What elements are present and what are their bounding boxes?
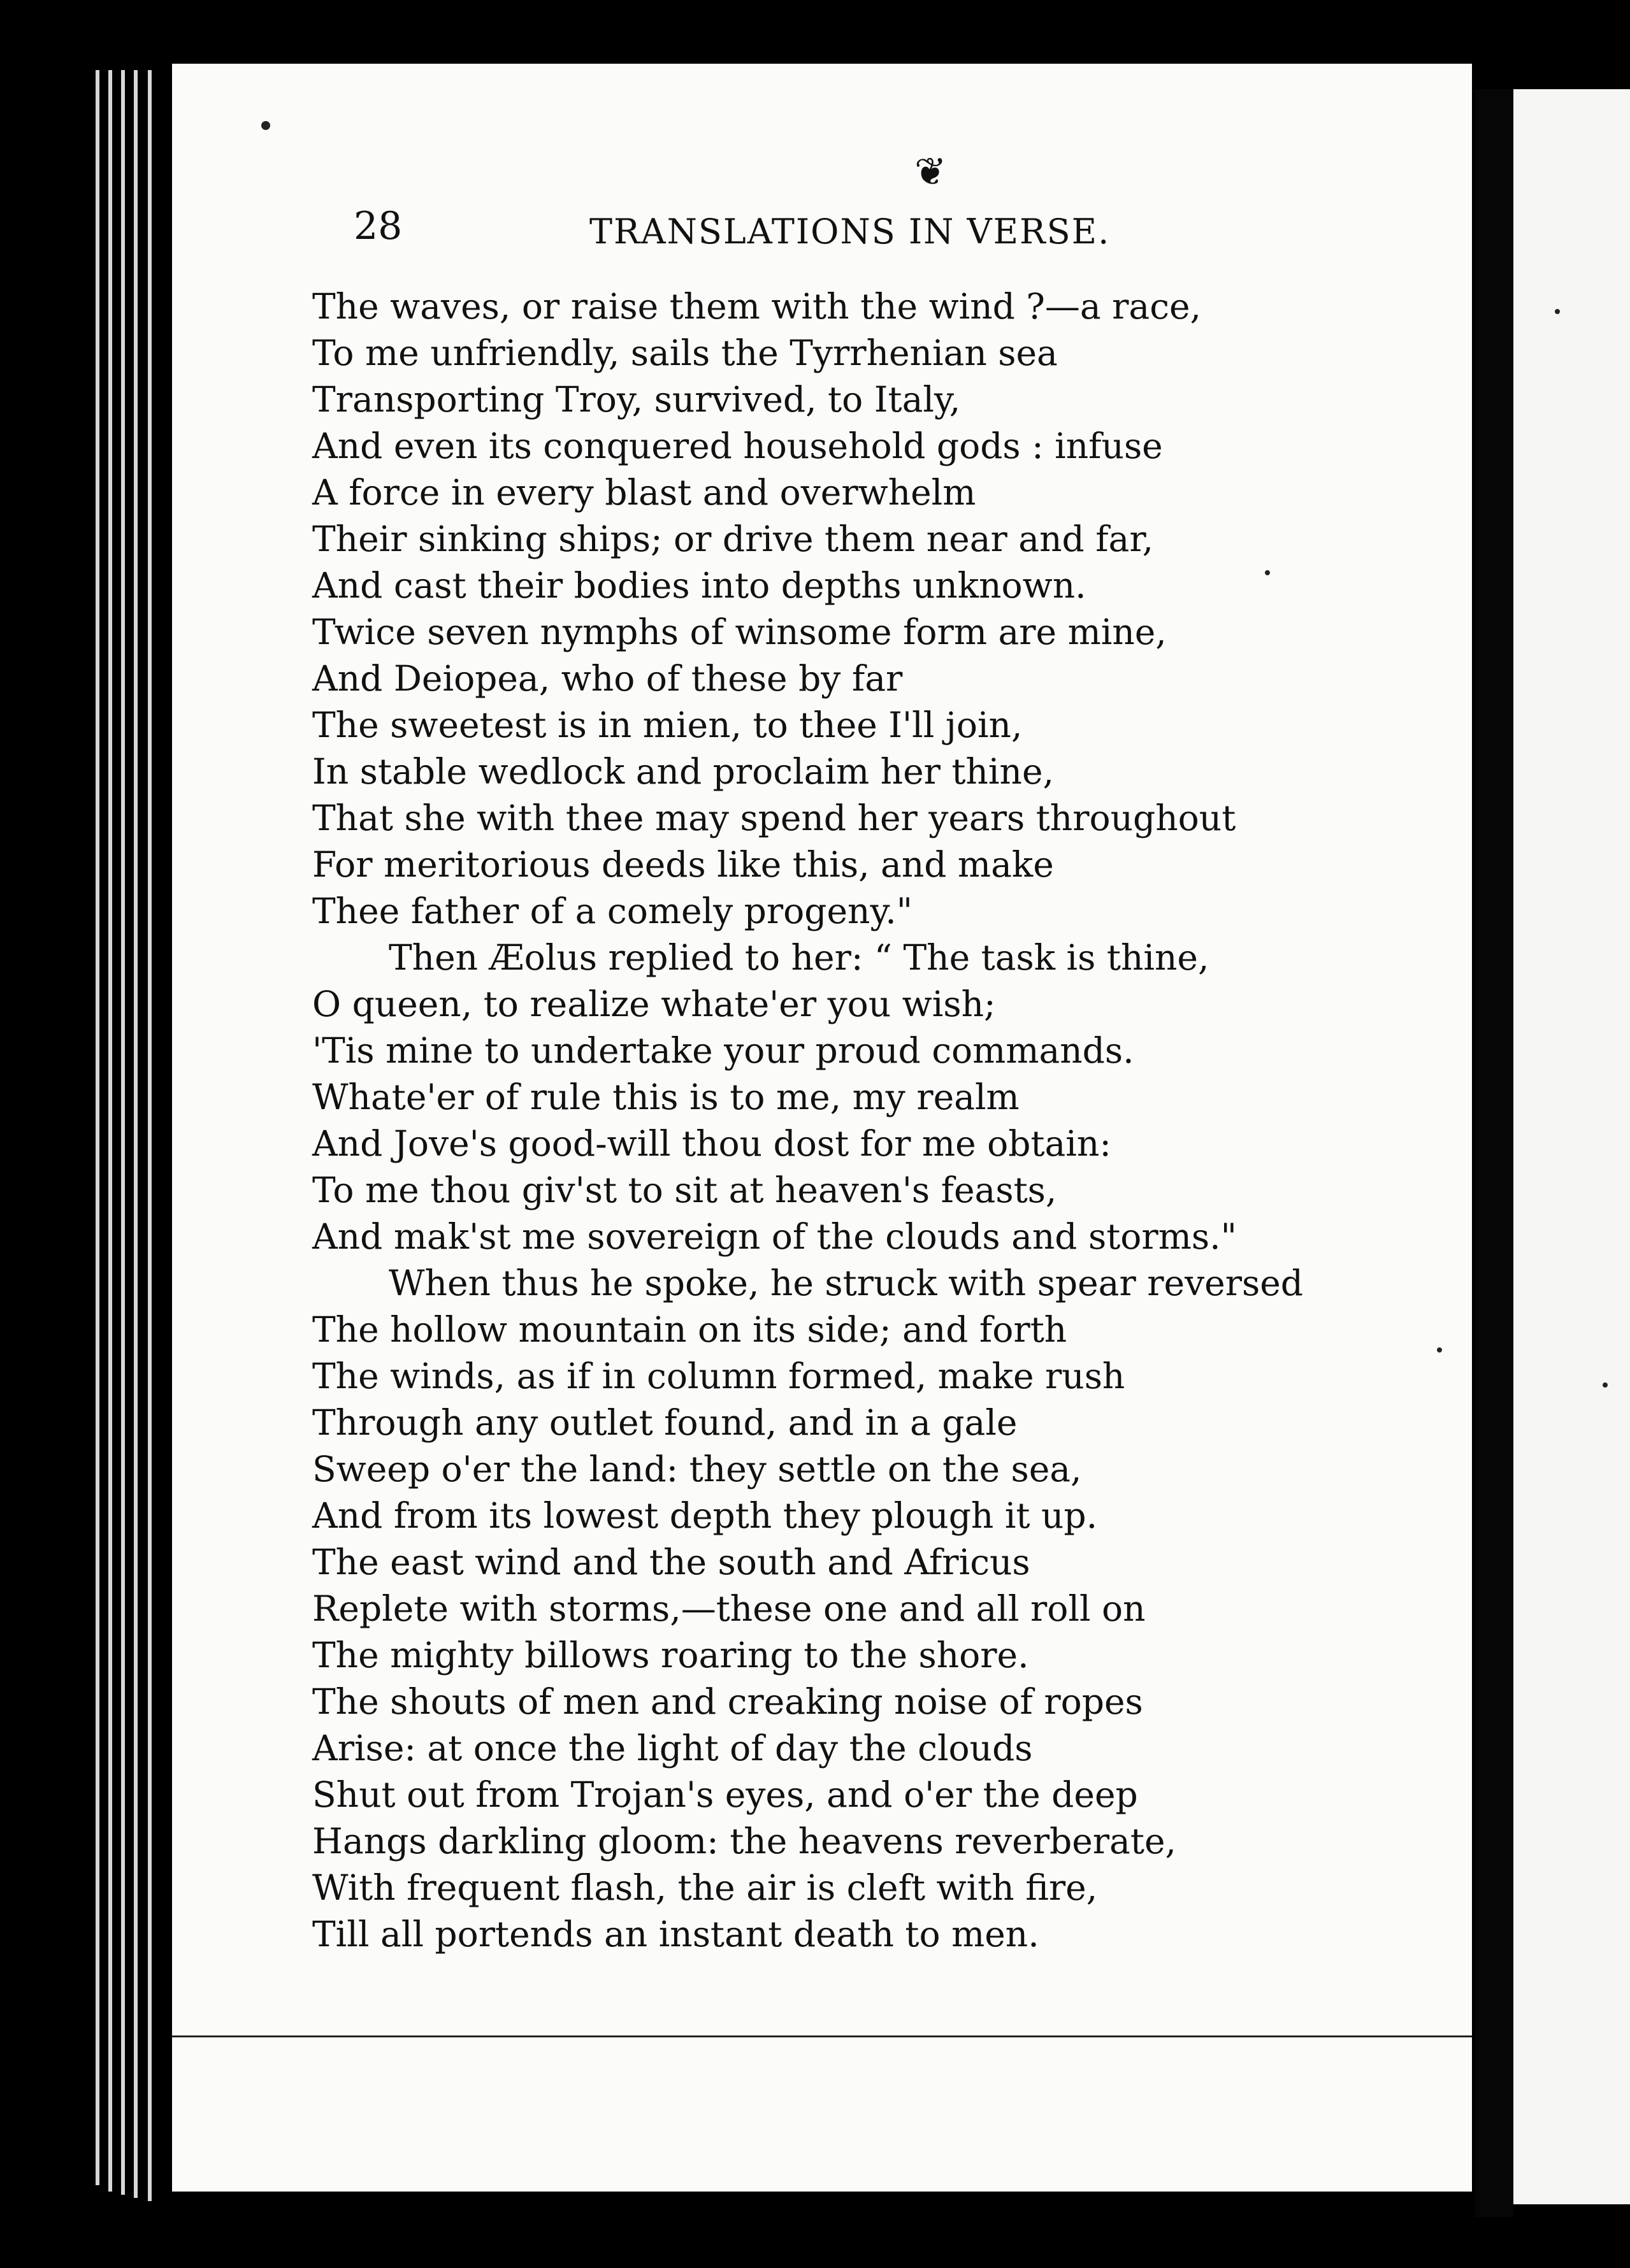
verse-line: Sweep o'er the land: they settle on the sea, xyxy=(312,1449,1082,1489)
verse-line: The mighty billows roaring to the shore. xyxy=(312,1635,1029,1676)
ink-speck xyxy=(1437,1347,1442,1353)
verse-line: The east wind and the south and Africus xyxy=(312,1542,1030,1583)
verse-line: The waves, or raise them with the wind ?—a race, xyxy=(312,286,1202,327)
verse-line: And mak'st me sovereign of the clouds and storms." xyxy=(312,1216,1237,1257)
verse-line: And even its conquered household gods : infuse xyxy=(312,426,1163,466)
verse-line: The hollow mountain on its side; and forth xyxy=(312,1309,1067,1350)
verse-line: The winds, as if in column formed, make rush xyxy=(312,1356,1125,1396)
verse-line: And from its lowest depth they plough it up. xyxy=(312,1495,1098,1536)
verse-line: Their sinking ships; or drive them near and far, xyxy=(312,519,1154,559)
verse-line: The sweetest is in mien, to thee I'll join, xyxy=(312,705,1023,745)
ink-speck xyxy=(1603,1382,1608,1388)
page-edge xyxy=(134,70,138,2198)
verse-line: To me unfriendly, sails the Tyrrhenian sea xyxy=(312,333,1058,373)
page-header xyxy=(354,204,1137,261)
ornament-icon: ❦ xyxy=(914,150,947,194)
verse-line: Hangs darkling gloom: the heavens reverberate, xyxy=(312,1821,1176,1862)
verse-line: Whate'er of rule this is to me, my realm xyxy=(312,1077,1020,1117)
verse-line: Arise: at once the light of day the clouds xyxy=(312,1728,1033,1769)
verse-line: Then Æolus replied to her: “ The task is thine, xyxy=(389,937,1209,978)
verse-line: That she with thee may spend her years throughout xyxy=(312,798,1236,838)
verse-line: In stable wedlock and proclaim her thine, xyxy=(312,751,1054,792)
verse-line: Thee father of a comely progeny." xyxy=(312,891,913,931)
verse-line: Twice seven nymphs of winsome form are mine, xyxy=(312,612,1167,652)
verse-line: To me thou giv'st to sit at heaven's feasts, xyxy=(312,1170,1057,1210)
verse-line: Through any outlet found, and in a gale xyxy=(312,1402,1018,1443)
page-edge xyxy=(148,70,152,2201)
verse-line: And Jove's good-will thou dost for me obtain: xyxy=(312,1123,1111,1164)
verse-line: A force in every blast and overwhelm xyxy=(312,472,976,513)
verse-line: When thus he spoke, he struck with spear reversed xyxy=(389,1263,1303,1303)
book-gutter xyxy=(1475,89,1513,2217)
verse-line: The shouts of men and creaking noise of ropes xyxy=(312,1681,1143,1722)
verse-line: And cast their bodies into depths unknown. xyxy=(312,565,1086,606)
bottom-rule xyxy=(172,2035,1472,2037)
page-number: 28 xyxy=(354,204,403,248)
facing-page xyxy=(1513,89,1630,2204)
verse-body xyxy=(312,284,1332,1958)
verse-line: For meritorious deeds like this, and make xyxy=(312,844,1054,885)
verse-line: Transporting Troy, survived, to Italy, xyxy=(312,379,961,420)
verse-line: And Deiopea, who of these by far xyxy=(312,658,903,699)
verse-line: Replete with storms,—these one and all roll on xyxy=(312,1588,1146,1629)
page-edge xyxy=(121,70,125,2195)
ink-speck xyxy=(1555,309,1560,314)
verse-line: O queen, to realize whate'er you wish; xyxy=(312,984,996,1024)
running-head: TRANSLATIONS IN VERSE. xyxy=(589,212,1111,252)
ink-speck xyxy=(261,121,270,130)
verse-line: 'Tis mine to undertake your proud commands. xyxy=(312,1030,1134,1071)
page-edge xyxy=(108,70,112,2192)
verse-line: Till all portends an instant death to men. xyxy=(312,1914,1039,1955)
verse-line: With frequent flash, the air is cleft with fire, xyxy=(312,1867,1098,1908)
page-edge xyxy=(96,70,99,2185)
verse-line: Shut out from Trojan's eyes, and o'er the deep xyxy=(312,1774,1138,1815)
